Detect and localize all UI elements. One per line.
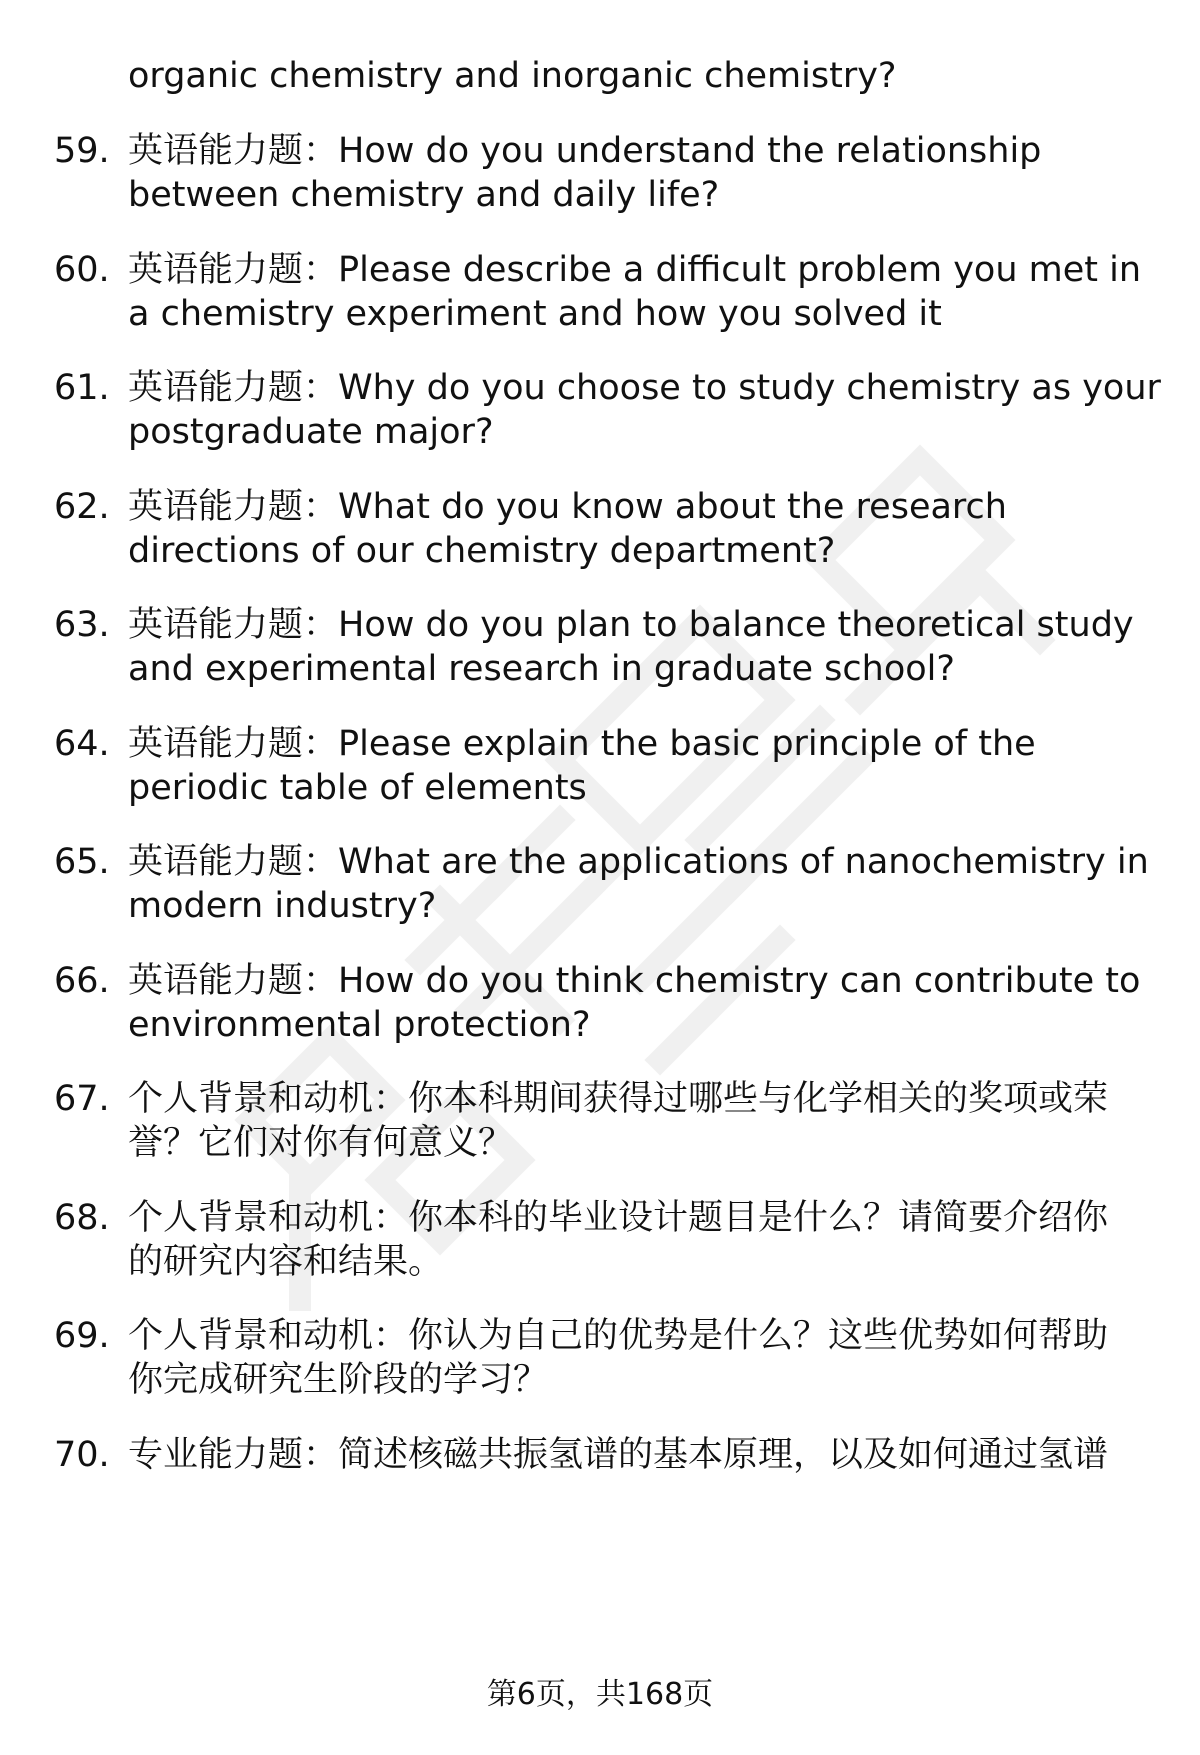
question-number-68: 68. bbox=[54, 1198, 110, 1238]
question-number-60: 60. bbox=[54, 250, 110, 290]
question-68-line-2: 的研究内容和结果。 bbox=[128, 1242, 444, 1282]
page-number-footer: 第6页，共168页 bbox=[486, 1677, 714, 1712]
question-number-62: 62. bbox=[54, 487, 110, 527]
question-64-line-2: periodic table of elements bbox=[128, 768, 587, 808]
question-70-line-1: 专业能力题：简述核磁共振氢谱的基本原理，以及如何通过氢谱 bbox=[128, 1435, 1109, 1475]
question-62-line-1: 英语能力题：What do you know about the research bbox=[128, 487, 1007, 527]
question-continuation-line: organic chemistry and inorganic chemistry? bbox=[128, 56, 897, 96]
question-61-line-2: postgraduate major? bbox=[128, 412, 494, 452]
question-number-65: 65. bbox=[54, 842, 110, 882]
question-69-line-2: 你完成研究生阶段的学习？ bbox=[128, 1360, 549, 1400]
question-number-64: 64. bbox=[54, 724, 110, 764]
question-number-70: 70. bbox=[54, 1435, 110, 1475]
question-67-line-1: 个人背景和动机：你本科期间获得过哪些与化学相关的奖项或荣 bbox=[128, 1079, 1109, 1119]
question-68-line-1: 个人背景和动机：你本科的毕业设计题目是什么？请简要介绍你 bbox=[128, 1198, 1109, 1238]
question-number-66: 66. bbox=[54, 961, 110, 1001]
question-65-line-1: 英语能力题：What are the applications of nanochemistry in bbox=[128, 842, 1149, 882]
question-59-line-1: 英语能力题：How do you understand the relationship bbox=[128, 131, 1042, 171]
question-number-63: 63. bbox=[54, 605, 110, 645]
question-62-line-2: directions of our chemistry department? bbox=[128, 531, 836, 571]
question-59-line-2: between chemistry and daily life? bbox=[128, 175, 720, 215]
question-63-line-1: 英语能力题：How do you plan to balance theoretical study bbox=[128, 605, 1134, 645]
question-60-line-1: 英语能力题：Please describe a difficult problem you met in bbox=[128, 250, 1142, 290]
question-number-67: 67. bbox=[54, 1079, 110, 1119]
question-69-line-1: 个人背景和动机：你认为自己的优势是什么？这些优势如何帮助 bbox=[128, 1316, 1109, 1356]
question-63-line-2: and experimental research in graduate school? bbox=[128, 649, 955, 689]
question-64-line-1: 英语能力题：Please explain the basic principle of the bbox=[128, 724, 1036, 764]
question-60-line-2: a chemistry experiment and how you solved it bbox=[128, 294, 942, 334]
question-66-line-1: 英语能力题：How do you think chemistry can contribute to bbox=[128, 961, 1141, 1001]
question-61-line-1: 英语能力题：Why do you choose to study chemistry as your bbox=[128, 368, 1161, 408]
question-number-69: 69. bbox=[54, 1316, 110, 1356]
question-66-line-2: environmental protection? bbox=[128, 1005, 591, 1045]
question-65-line-2: modern industry? bbox=[128, 886, 437, 926]
question-67-line-2: 誉？它们对你有何意义？ bbox=[128, 1123, 514, 1163]
question-number-59: 59. bbox=[54, 131, 110, 171]
question-number-61: 61. bbox=[54, 368, 110, 408]
